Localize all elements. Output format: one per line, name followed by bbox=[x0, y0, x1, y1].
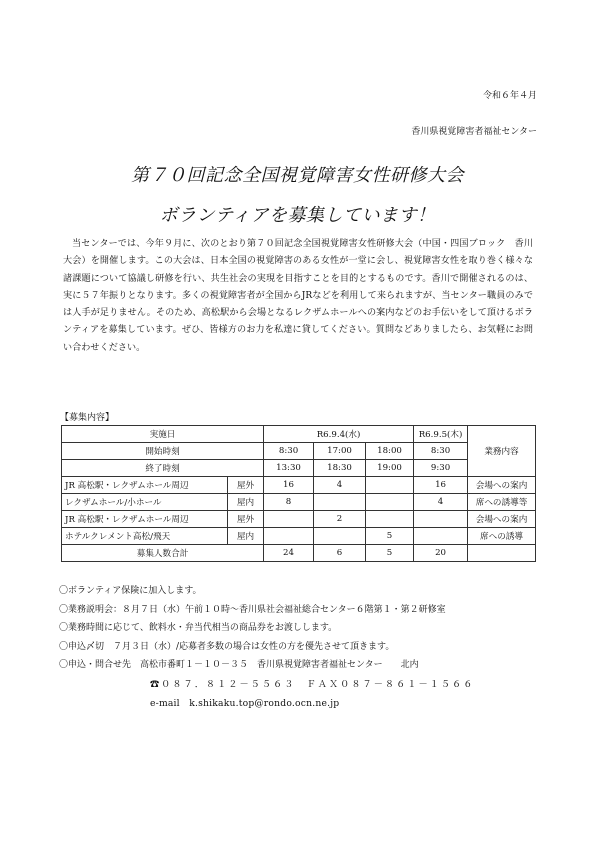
table-cell: 屋外 bbox=[228, 477, 264, 494]
table-cell: 8:30 bbox=[264, 443, 314, 460]
table-header-cell: R6.9.4(水) bbox=[264, 426, 414, 443]
table-row bbox=[62, 477, 536, 494]
table-cell: 8:30 bbox=[414, 443, 468, 460]
table-cell: 24 bbox=[264, 545, 314, 562]
organization-name: 香川県視覚障害者福祉センター bbox=[411, 127, 537, 137]
list-item: 〇業務時間に応じて、飲料水・弁当代相当の商品券をお渡しします。 bbox=[59, 623, 338, 634]
table-cell: 4 bbox=[414, 494, 468, 511]
table-cell: 16 bbox=[414, 477, 468, 494]
table-cell bbox=[366, 477, 414, 494]
table-row bbox=[62, 494, 536, 511]
table-cell bbox=[414, 528, 468, 545]
table-cell: 会場への案内 bbox=[468, 511, 536, 528]
table-cell: 屋内 bbox=[228, 528, 264, 545]
intro-paragraph: 当センターでは、今年９月に、次のとおり第７０回記念全国視覚障害女性研修大会（中国・四国ブロック 香川大会）を開催します。この大会は、日本全国の視覚障害のある女性が一堂に会し、視覚障害女性を取り巻く様々な諸課題について協議し研修を行い、共生社会の実現を目指すことを目的とするものです。香川で開催されるのは、実に５７年振りとなります。多くの視覚障害者が全国からJRなどを利用して来られますが、当センター職員のみでは人手が足りません。そのため、高松駅から会場となるレクザムホールへの案内などのお手伝いをして頂けるボランティアを募集しています。ぜひ、皆様方のお力を私達に貸してください。質問などありましたら、お気軽にお問い合わせください。 bbox=[63, 239, 533, 353]
contact-phone-fax: ☎０８７．８１２－５５６３ ＦＡＸ０８７－８６１－１５６６ bbox=[150, 679, 475, 690]
table-cell: 18:00 bbox=[366, 443, 414, 460]
list-item: 〇ボランティア保険に加入します。 bbox=[59, 586, 202, 596]
table-cell: JR 高松駅・レクザムホール周辺 bbox=[62, 511, 228, 528]
table-cell bbox=[366, 494, 414, 511]
list-item: 〇申込〆切 ７月３日（水）/応募者多数の場合は女性の方を優先させて頂きます。 bbox=[59, 641, 395, 652]
table-cell bbox=[414, 511, 468, 528]
table-cell bbox=[366, 511, 414, 528]
table-cell: 8 bbox=[264, 494, 314, 511]
table-cell: JR 高松駅・レクザムホール周辺 bbox=[62, 477, 228, 494]
table-cell: 4 bbox=[314, 477, 366, 494]
table-header-cell: 業務内容 bbox=[468, 426, 536, 477]
list-item: 〇申込・問合せ先 高松市番町１－１０－３５ 香川県視覚障害者福祉センター 北内 bbox=[59, 660, 419, 671]
table-row bbox=[62, 460, 536, 477]
table-cell: 屋内 bbox=[228, 494, 264, 511]
table-cell: 席への誘導等 bbox=[468, 494, 536, 511]
table-cell bbox=[468, 545, 536, 562]
table-cell: ホテルクレメント高松/飛天 bbox=[62, 528, 228, 545]
table-row bbox=[62, 528, 536, 545]
table-cell: 13:30 bbox=[264, 460, 314, 477]
table-cell bbox=[264, 511, 314, 528]
document-date: 令和６年４月 bbox=[482, 91, 537, 101]
table-header-cell: 実施日 bbox=[62, 426, 264, 443]
table-cell bbox=[314, 528, 366, 545]
document-subtitle: ボランティアを募集しています！ bbox=[159, 205, 436, 226]
table-header-cell: 募集人数合計 bbox=[62, 545, 264, 562]
table-header-cell: R6.9.5(木) bbox=[414, 426, 468, 443]
table-cell: レクザムホール/小ホール bbox=[62, 494, 228, 511]
table-cell: 9:30 bbox=[414, 460, 468, 477]
contact-email: e-mail k.shikaku.top@rondo.ocn.ne.jp bbox=[150, 698, 340, 709]
table-cell: 席への誘導 bbox=[468, 528, 536, 545]
table-header-cell: 開始時刻 bbox=[62, 443, 264, 460]
table-cell: 17:00 bbox=[314, 443, 366, 460]
table-cell bbox=[314, 494, 366, 511]
notes-list bbox=[59, 582, 446, 675]
table-cell: 18:30 bbox=[314, 460, 366, 477]
list-item: 〇業務説明会：８月７日（水）午前１０時～香川県社会福祉総合センター６階第１・第２研修室 bbox=[59, 604, 446, 615]
table-cell: 19:00 bbox=[366, 460, 414, 477]
section-label: 【募集内容】 bbox=[60, 413, 115, 423]
table-cell: 屋外 bbox=[228, 511, 264, 528]
table-cell: 6 bbox=[314, 545, 366, 562]
table-cell bbox=[264, 528, 314, 545]
recruitment-table bbox=[61, 425, 536, 562]
table-row bbox=[62, 426, 536, 443]
table-cell: 会場への案内 bbox=[468, 477, 536, 494]
table-row bbox=[62, 443, 536, 460]
table-cell: 20 bbox=[414, 545, 468, 562]
table-cell: 2 bbox=[314, 511, 366, 528]
table-cell: 16 bbox=[264, 477, 314, 494]
table-row bbox=[62, 545, 536, 562]
table-cell: 5 bbox=[366, 528, 414, 545]
table-cell: 5 bbox=[366, 545, 414, 562]
table-row bbox=[62, 511, 536, 528]
table-header-cell: 終了時刻 bbox=[62, 460, 264, 477]
document-title: 第７０回記念全国視覚障害女性研修大会 bbox=[131, 165, 464, 186]
